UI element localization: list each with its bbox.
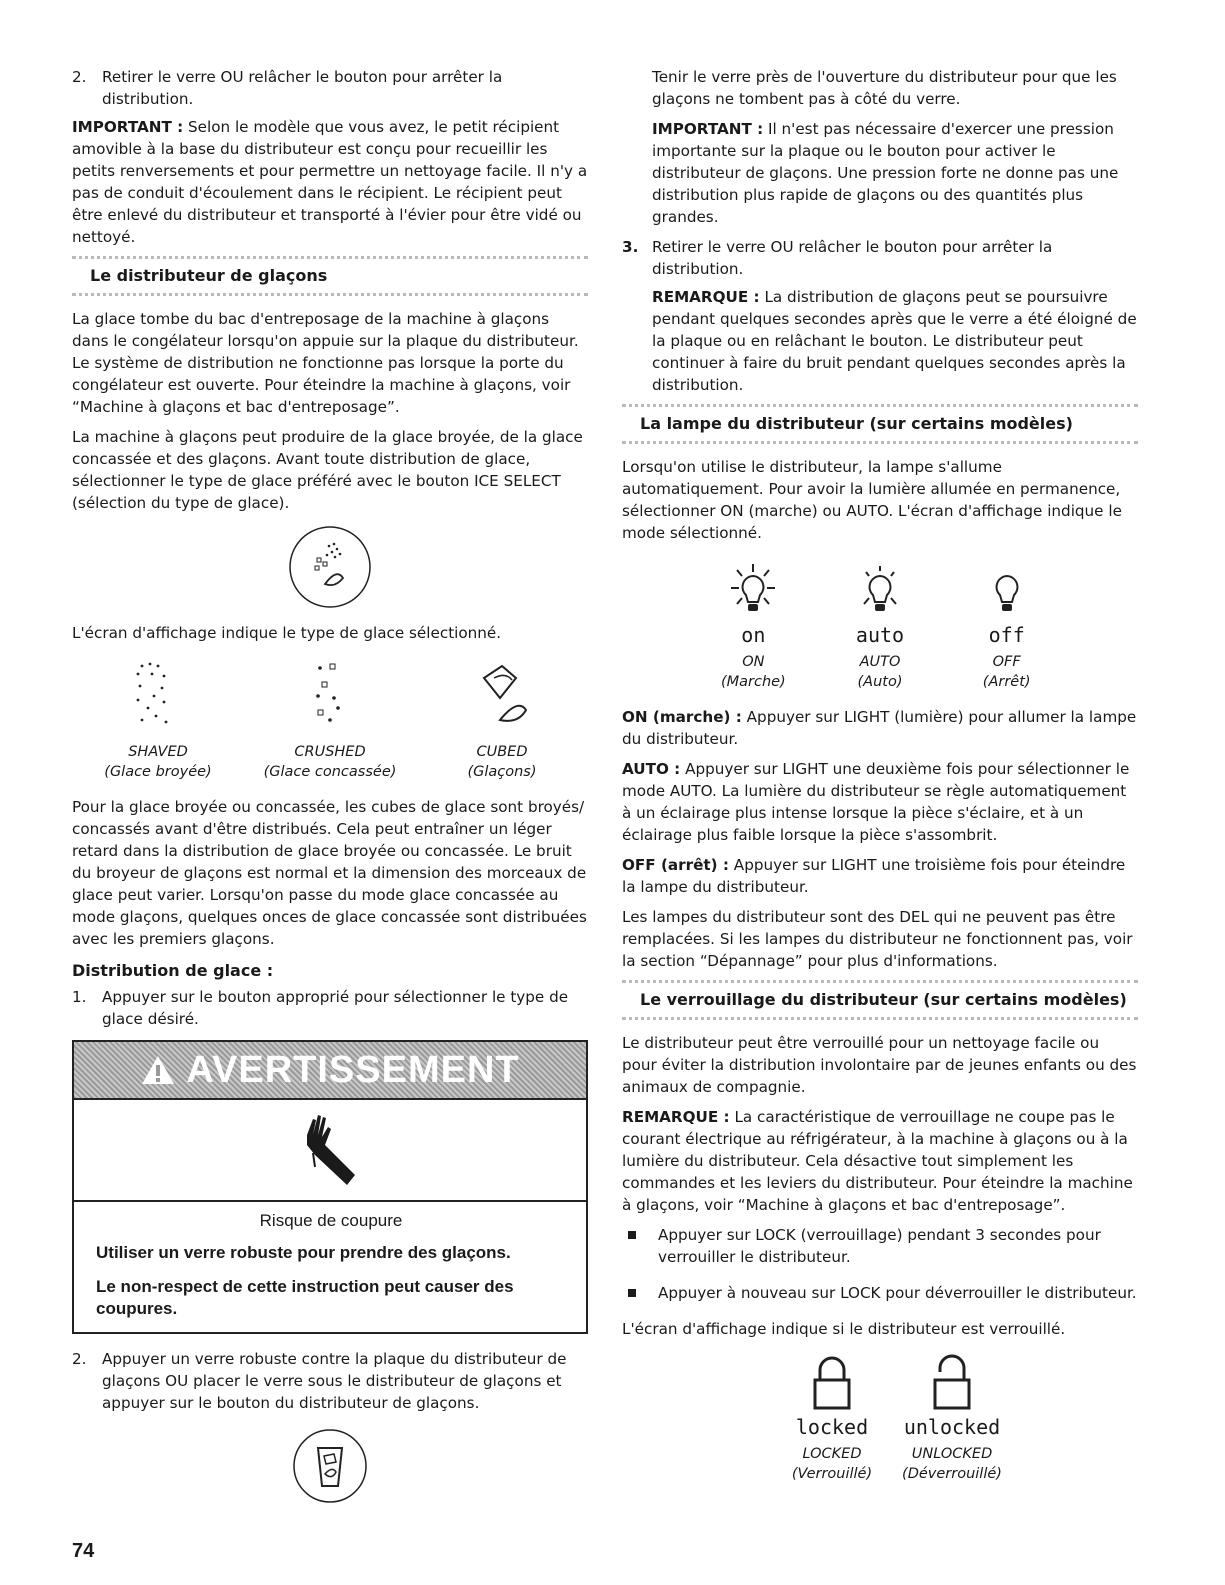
warning-line: Le non-respect de cette instruction peut causer des coupures. <box>96 1277 514 1318</box>
paragraph: Le distributeur peut être verrouillé pour un nettoyage facile ou pour éviter la distribution involontaire par de jeunes enfants ou des animaux de compagnie. <box>622 1034 1137 1096</box>
lamp-on-icon <box>690 560 817 624</box>
ice-type-icons <box>72 658 588 738</box>
lamp-captions <box>690 652 1070 692</box>
lock-mode-fr: (Verrouillé) <box>791 1466 873 1482</box>
important-text: Selon le modèle que vous avez, le petit récipient amovible à la base du distributeur est conçu pour recueillir les petits renversements et pour permettre un nettoyage facile. Il n'y a pas de conduit d'écoulement dans le récipient. Le récipient peut être enlevé du distributeur et transporté à l'évier pour être vidé ou nettoyé. <box>72 118 588 246</box>
bullet-icon <box>628 1289 636 1297</box>
left-column <box>72 66 588 1516</box>
bullet-list <box>622 1224 1138 1304</box>
section-heading-dispenser-lock <box>622 980 1138 1020</box>
shaved-ice-icon <box>72 658 244 738</box>
lock-captions <box>772 1444 1012 1484</box>
ice-type-name: CRUSHED <box>294 744 366 760</box>
paragraph: La glace tombe du bac d'entreposage de la machine à glaçons dans le congélateur lorsqu'on appuie sur la plaque du distributeur. Le système de distribution ne fonctionne pas lorsque la porte du congélateur est ouverte. Pour éteindre la machine à glaçons, voir “Machine à glaçons et bac d'entreposage”. <box>72 310 579 416</box>
section-title: Le distributeur de glaçons <box>90 266 328 285</box>
important-label: IMPORTANT : <box>652 120 764 138</box>
remark-label: REMARQUE : <box>652 288 760 306</box>
warning-title: AVERTISSEMENT <box>186 1049 520 1091</box>
remark-label: REMARQUE : <box>622 1108 730 1126</box>
crushed-ice-icon <box>244 658 416 738</box>
step-number: 2. <box>72 1350 87 1368</box>
section-heading-ice-dispenser <box>72 256 588 296</box>
step-item <box>72 66 588 110</box>
ice-type-fr: (Glaçons) <box>467 764 537 780</box>
lamp-display-text: on <box>741 623 766 647</box>
dispenser-button-icon <box>72 1426 588 1506</box>
mode-text: Appuyer sur LIGHT une deuxième fois pour sélectionner le mode AUTO. La lumière du distributeur se règle automatiquement à un éclairage plus intense lorsque la pièce s'éclaire, et à un éclairage plus faible lorsque la pièce s'assombrit. <box>622 760 1130 844</box>
lamp-auto-icon <box>817 560 944 624</box>
lamp-display-labels <box>690 624 1070 646</box>
warning-line: Utiliser un verre robuste pour prendre des glaçons. <box>96 1243 511 1262</box>
ice-type-name: SHAVED <box>128 744 188 760</box>
lamp-mode-name: AUTO <box>859 654 901 670</box>
auto-mode-description <box>622 758 1138 846</box>
step-number: 2. <box>72 68 87 86</box>
bullet-text: Appuyer à nouveau sur LOCK pour déverrouiller le distributeur. <box>658 1284 1137 1302</box>
lamp-caption <box>817 652 944 692</box>
step-text: Appuyer sur le bouton approprié pour sélectionner le type de glace désiré. <box>102 988 569 1028</box>
step-item <box>622 236 1138 280</box>
lock-status-display <box>772 1354 1012 1484</box>
important-note <box>72 116 588 248</box>
lock-icons <box>772 1354 1012 1416</box>
lamp-caption <box>943 652 1070 692</box>
lock-mode-name: LOCKED <box>802 1446 862 1462</box>
page-number: 74 <box>72 1540 95 1562</box>
on-mode-description <box>622 706 1138 750</box>
ice-type-caption <box>244 742 416 782</box>
ice-type-fr: (Glace concassée) <box>263 764 397 780</box>
paragraph: Les lampes du distributeur sont des DEL qui ne peuvent pas être remplacées. Si les lampes du distributeur ne fonctionnent pas, voir la section “Dépannage” pour plus d'informations. <box>622 908 1133 970</box>
paragraph: L'écran d'affichage indique si le distributeur est verrouillé. <box>622 1320 1066 1338</box>
lock-display-text: unlocked <box>903 1415 1001 1439</box>
bullet-text: Appuyer sur LOCK (verrouillage) pendant 3 secondes pour verrouiller le distributeur. <box>658 1226 1101 1266</box>
step-text: Retirer le verre OU relâcher le bouton pour arrêter la distribution. <box>652 238 1053 278</box>
step-item <box>72 1348 588 1414</box>
remark-note <box>652 286 1138 396</box>
lamp-mode-display <box>690 560 1070 692</box>
lock-mode-name: UNLOCKED <box>911 1446 993 1462</box>
cubed-ice-icon <box>416 658 588 738</box>
lamp-caption <box>690 652 817 692</box>
lamp-display-text: off <box>988 623 1025 647</box>
off-mode-description <box>622 854 1138 898</box>
lamp-display-text: auto <box>855 623 905 647</box>
lock-closed-icon <box>772 1354 892 1416</box>
mode-text: Appuyer sur LIGHT une troisième fois pour éteindre la lampe du distributeur. <box>622 856 1126 896</box>
lock-caption <box>772 1444 892 1484</box>
lock-display-labels <box>772 1416 1012 1438</box>
lock-open-icon <box>892 1354 1012 1416</box>
remark-text: La distribution de glaçons peut se poursuivre pendant quelques secondes après que le verre a été éloigné de la plaque ou en relâchant le bouton. Le distributeur peut continuer à faire du bruit pendant quelques secondes après la distribution. <box>652 288 1137 394</box>
ice-type-caption <box>416 742 588 782</box>
warning-risk: Risque de coupure <box>259 1211 403 1230</box>
section-title: Le verrouillage du distributeur (sur certains modèles) <box>640 990 1127 1009</box>
important-note <box>652 118 1138 228</box>
ice-type-caption <box>72 742 244 782</box>
remark-text: La caractéristique de verrouillage ne coupe pas le courant électrique au réfrigérateur, à la machine à glaçons ou à la lumière du distributeur. Cela désactive tout simplement les commandes et les leviers du distributeur. Pour éteindre la machine à glaçons, voir “Machine à glaçons et bac d'entreposage”. <box>622 1108 1133 1214</box>
warning-triangle-icon <box>140 1054 176 1086</box>
important-text: Il n'est pas nécessaire d'exercer une pression importante sur la plaque ou le bouton pour activer le distributeur de glaçons. Une pression forte ne donne pas une distribution plus rapide de glaçons ou des quantités plus grandes. <box>652 120 1119 226</box>
step-number: 1. <box>72 988 87 1006</box>
step-number: 3. <box>622 238 639 256</box>
lock-caption <box>892 1444 1012 1484</box>
important-label: IMPORTANT : <box>72 118 184 136</box>
paragraph: La machine à glaçons peut produire de la glace broyée, de la glace concassée et des glaçons. Avant toute distribution de glace, sélectionner le type de glace préféré avec le bouton ICE SELECT (sélection du type de glace). <box>72 428 583 512</box>
lamp-mode-fr: (Arrêt) <box>982 674 1031 690</box>
lamp-icons <box>690 560 1070 624</box>
lamp-mode-fr: (Marche) <box>720 674 786 690</box>
lamp-off-icon <box>943 560 1070 624</box>
lamp-mode-name: OFF <box>992 654 1021 670</box>
cut-hand-icon <box>74 1100 586 1202</box>
step-text: Appuyer un verre robuste contre la plaque du distributeur de glaçons OU placer le verre sous le distributeur de glaçons et appuyer sur le bouton du distributeur de glaçons. <box>102 1350 567 1412</box>
paragraph: Pour la glace broyée ou concassée, les cubes de glace sont broyés/ concassés avant d'être distribués. Cela peut entraîner un léger retard dans la distribution de glace broyée ou concassée. Le bruit du broyeur de glaçons est normal et la dimension des morceaux de glace peut varier. Lorsqu'on passe du mode glace concassée au mode glaçons, quelques onces de glace concassée sont distribuées avec les premiers glaçons. <box>72 798 587 948</box>
lock-mode-fr: (Déverrouillé) <box>902 1466 1002 1482</box>
warning-body <box>74 1202 586 1332</box>
lamp-mode-name: ON <box>742 654 765 670</box>
warning-box <box>72 1040 588 1334</box>
paragraph: Tenir le verre près de l'ouverture du distributeur pour que les glaçons ne tombent pas à côté du verre. <box>652 68 1117 108</box>
section-title: La lampe du distributeur (sur certains modèles) <box>640 414 1073 433</box>
ice-type-fr: (Glace broyée) <box>104 764 212 780</box>
paragraph: Lorsqu'on utilise le distributeur, la lampe s'allume automatiquement. Pour avoir la lumière allumée en permanence, sélectionner ON (marche) ou AUTO. L'écran d'affichage indique le mode sélectionné. <box>622 458 1122 542</box>
list-item <box>622 1224 1138 1268</box>
ice-select-button-icon <box>72 522 588 612</box>
subheading: Distribution de glace : <box>72 961 274 980</box>
mode-text: Appuyer sur LIGHT (lumière) pour allumer la lampe du distributeur. <box>622 708 1137 748</box>
remark-note <box>622 1106 1138 1216</box>
list-item <box>622 1282 1138 1304</box>
section-heading-dispenser-light <box>622 404 1138 444</box>
bullet-icon <box>628 1231 636 1239</box>
mode-label: ON (marche) : <box>622 708 742 726</box>
mode-label: OFF (arrêt) : <box>622 856 729 874</box>
mode-label: AUTO : <box>622 760 681 778</box>
ice-type-captions <box>72 742 588 782</box>
paragraph: L'écran d'affichage indique le type de glace sélectionné. <box>72 624 502 642</box>
right-column <box>622 66 1138 1484</box>
ice-type-name: CUBED <box>476 744 528 760</box>
warning-header <box>74 1042 586 1100</box>
step-text: Retirer le verre OU relâcher le bouton pour arrêter la distribution. <box>102 68 503 108</box>
lamp-mode-fr: (Auto) <box>857 674 903 690</box>
lock-display-text: locked <box>795 1415 869 1439</box>
step-item <box>72 986 588 1030</box>
